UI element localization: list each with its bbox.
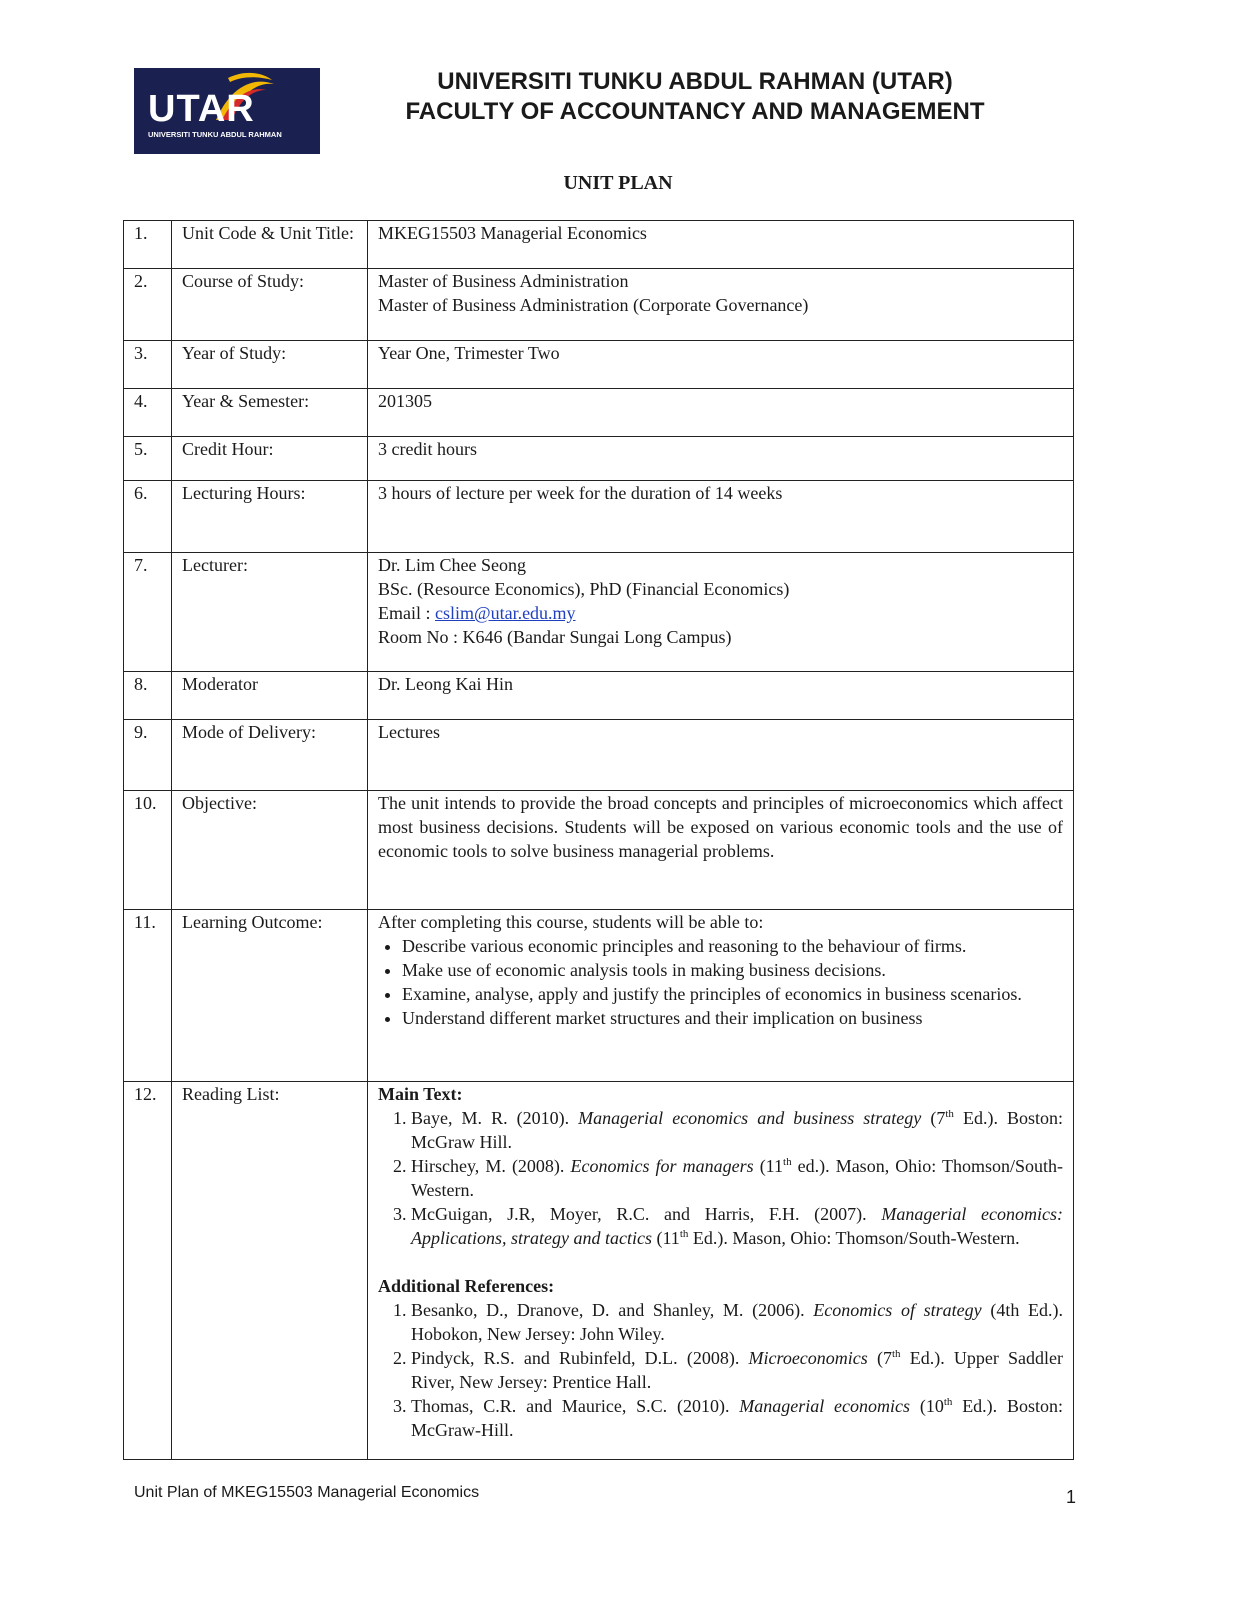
ref-publisher: Ed.). Boston: McGraw-Hill. <box>411 1396 1063 1440</box>
row-value: 201305 <box>368 389 1074 437</box>
utar-logo <box>134 68 320 154</box>
ref-edition: (7 <box>921 1108 946 1128</box>
ref-edition-sup: th <box>891 1348 901 1360</box>
row-label: Learning Outcome: <box>172 910 368 1082</box>
ref-edition: (10 <box>910 1396 944 1416</box>
table-row <box>124 791 1074 910</box>
email-label: Email : <box>378 603 435 623</box>
lecturer-room: Room No : K646 (Bandar Sungai Long Campus) <box>378 627 732 647</box>
list-item: • Examine, analyse, apply and justify the principles of economics in business scenarios. <box>402 982 1063 1006</box>
list-item: • Describe various economic principles and reasoning to the behaviour of firms. <box>402 934 1063 958</box>
ref-authors: McGuigan, J.R, Moyer, R.C. and Harris, F.H. (2007). <box>411 1204 882 1224</box>
ref-edition-sup: th <box>945 1108 954 1120</box>
learning-outcomes <box>368 910 1074 1082</box>
row-label: Unit Code & Unit Title: <box>172 221 368 269</box>
list-item <box>411 1394 1063 1442</box>
row-label: Year & Semester: <box>172 389 368 437</box>
lecturer-details <box>368 553 1074 672</box>
ref-title: Managerial economics <box>739 1396 911 1416</box>
table-row <box>124 672 1074 720</box>
ref-publisher: ed.). Mason, Ohio: Thomson/South-Western. <box>411 1156 1064 1200</box>
ref-title: Managerial economics and business strategy <box>578 1108 922 1128</box>
row-number: 4. <box>124 389 172 437</box>
ref-edition: (11 <box>753 1156 784 1176</box>
row-value: MKEG15503 Managerial Economics <box>368 221 1074 269</box>
course-line: Master of Business Administration <box>378 271 629 291</box>
row-label: Reading List: <box>172 1082 368 1460</box>
row-label: Mode of Delivery: <box>172 720 368 791</box>
ref-title: Microeconomics <box>748 1348 868 1368</box>
row-label: Moderator <box>172 672 368 720</box>
ref-edition: (4th Ed.). Hobokon, New Jersey: John Wiley. <box>411 1300 1064 1344</box>
ref-authors: Pindyck, R.S. and Rubinfeld, D.L. (2008). <box>411 1348 749 1368</box>
faculty-heading: FACULTY OF ACCOUNTANCY AND MANAGEMENT <box>405 98 985 125</box>
table-row <box>124 221 1074 269</box>
ref-authors: Thomas, C.R. and Maurice, S.C. (2010). <box>411 1396 740 1416</box>
ref-publisher: Ed.). Upper Saddler River, New Jersey: Prentice Hall. <box>411 1348 1063 1392</box>
row-number: 9. <box>124 720 172 791</box>
objective-text: The unit intends to provide the broad concepts and principles of microeconomics which affect most business decisions. Students will be exposed on various economic tools and the use of economic tools to solve business managerial problems. <box>368 791 1074 910</box>
row-label: Lecturing Hours: <box>172 481 368 553</box>
row-number: 6. <box>124 481 172 553</box>
lecturer-qualification: BSc. (Resource Economics), PhD (Financial Economics) <box>378 579 790 599</box>
main-text-heading: Main Text: <box>378 1084 463 1104</box>
row-value: Dr. Leong Kai Hin <box>368 672 1074 720</box>
table-row <box>124 437 1074 481</box>
additional-references-list <box>378 1298 1063 1442</box>
row-label: Objective: <box>172 791 368 910</box>
row-label: Course of Study: <box>172 269 368 341</box>
ref-edition-sup: th <box>679 1228 689 1240</box>
row-number: 7. <box>124 553 172 672</box>
ref-authors: Hirschey, M. (2008). <box>411 1156 571 1176</box>
ref-title: Managerial economics: Applications, strategy and tactics <box>411 1204 1063 1248</box>
lecturer-name: Dr. Lim Chee Seong <box>378 555 526 575</box>
table-row <box>124 553 1074 672</box>
ref-authors: Besanko, D., Dranove, D. and Shanley, M. (2006). <box>411 1300 814 1320</box>
ref-edition: (7 <box>867 1348 892 1368</box>
outcomes-list <box>378 934 1063 1030</box>
email-link[interactable]: cslim@utar.edu.my <box>435 603 576 623</box>
row-number: 11. <box>124 910 172 1082</box>
row-number: 8. <box>124 672 172 720</box>
row-number: 5. <box>124 437 172 481</box>
lecturer-email-line <box>378 601 1063 625</box>
logo-wordmark: UTAR <box>148 88 255 130</box>
row-value: Year One, Trimester Two <box>368 341 1074 389</box>
row-label: Year of Study: <box>172 341 368 389</box>
ref-title: Economics of strategy <box>813 1300 982 1320</box>
course-line: Master of Business Administration (Corporate Governance) <box>378 295 809 315</box>
ref-title: Economics for managers <box>570 1156 754 1176</box>
list-item: • Understand different market structures and their implication on business <box>402 1006 1063 1030</box>
table-row <box>124 720 1074 791</box>
ref-publisher: Ed.). Boston: McGraw Hill. <box>411 1108 1063 1152</box>
row-number: 10. <box>124 791 172 910</box>
row-label: Lecturer: <box>172 553 368 672</box>
ref-edition: (11 <box>651 1228 680 1248</box>
table-row <box>124 1082 1074 1460</box>
row-number: 1. <box>124 221 172 269</box>
table-row <box>124 910 1074 1082</box>
list-item <box>411 1202 1063 1250</box>
ref-publisher: Ed.). Mason, Ohio: Thomson/South-Western. <box>688 1228 1020 1248</box>
row-value: 3 credit hours <box>368 437 1074 481</box>
reading-list <box>368 1082 1074 1460</box>
main-text-list <box>378 1106 1063 1250</box>
table-row <box>124 389 1074 437</box>
unit-plan-table <box>123 220 1074 1460</box>
row-number: 3. <box>124 341 172 389</box>
logo-subtitle: UNIVERSITI TUNKU ABDUL RAHMAN <box>148 130 282 139</box>
row-value <box>368 269 1074 341</box>
table-row <box>124 269 1074 341</box>
table-row <box>124 341 1074 389</box>
list-item <box>411 1298 1063 1346</box>
outcomes-intro: After completing this course, students will be able to: <box>378 912 764 932</box>
list-item <box>411 1346 1063 1394</box>
row-number: 12. <box>124 1082 172 1460</box>
list-item <box>411 1106 1063 1154</box>
university-heading: UNIVERSITI TUNKU ABDUL RAHMAN (UTAR) <box>437 68 953 95</box>
additional-references-heading: Additional References: <box>378 1276 555 1296</box>
table-row <box>124 481 1074 553</box>
row-number: 2. <box>124 269 172 341</box>
page-footer: Unit Plan of MKEG15503 Managerial Economics <box>134 1484 480 1501</box>
ref-authors: Baye, M. R. (2010). <box>411 1108 579 1128</box>
page-title: UNIT PLAN <box>563 172 673 194</box>
ref-edition-sup: th <box>783 1156 792 1168</box>
spacer <box>378 1250 1063 1274</box>
page-number: 1 <box>1066 1487 1077 1507</box>
row-value: Lectures <box>368 720 1074 791</box>
row-value: 3 hours of lecture per week for the duration of 14 weeks <box>368 481 1074 553</box>
row-label: Credit Hour: <box>172 437 368 481</box>
list-item: • Make use of economic analysis tools in making business decisions. <box>402 958 1063 982</box>
ref-edition-sup: th <box>943 1396 953 1408</box>
list-item <box>411 1154 1063 1202</box>
